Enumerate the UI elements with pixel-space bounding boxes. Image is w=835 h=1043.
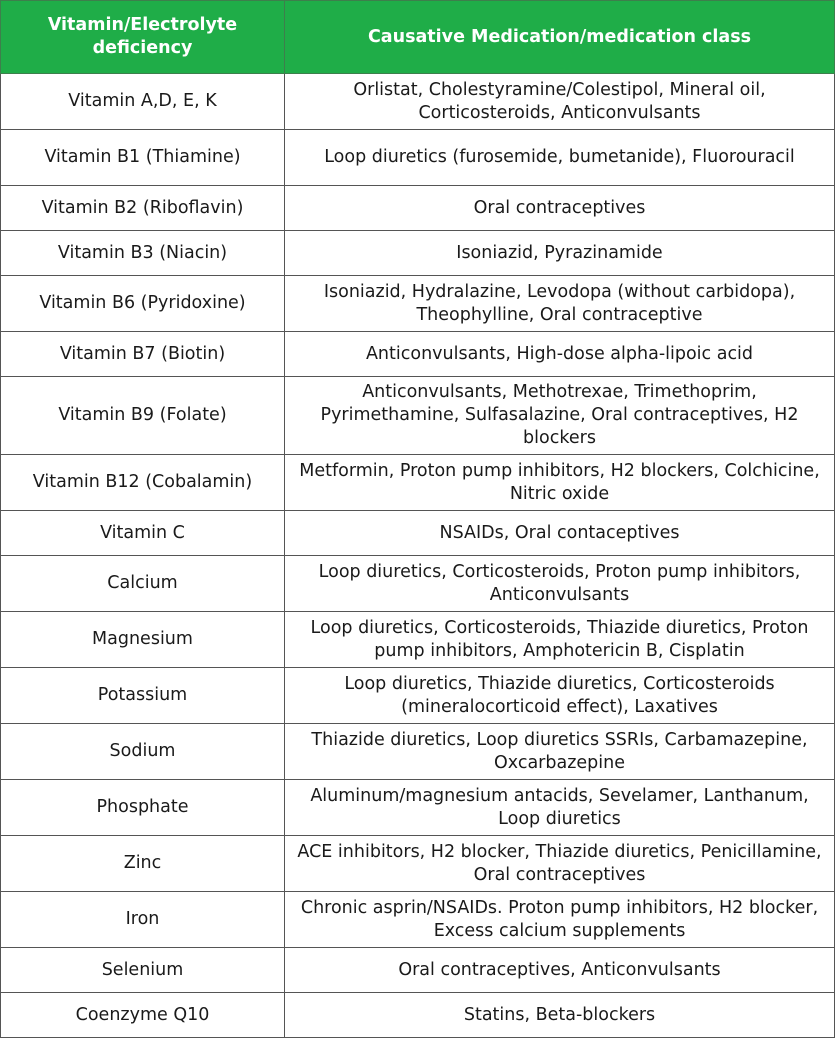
medication-cell: Metformin, Proton pump inhibitors, H2 blockers, Colchicine, Nitric oxide [285, 455, 835, 511]
medication-cell: Aluminum/magnesium antacids, Sevelamer, Lanthanum, Loop diuretics [285, 780, 835, 836]
medication-cell: Anticonvulsants, Methotrexae, Trimethoprim, Pyrimethamine, Sulfasalazine, Oral contraceptives, H2 blockers [285, 377, 835, 455]
table-row [1, 74, 835, 130]
table-row [1, 455, 835, 511]
medication-cell: Loop diuretics, Corticosteroids, Thiazide diuretics, Proton pump inhibitors, Amphotericin B, Cisplatin [285, 612, 835, 668]
deficiency-cell: Calcium [1, 556, 285, 612]
deficiency-cell: Iron [1, 892, 285, 948]
table-row [1, 276, 835, 332]
deficiency-cell: Vitamin B1 (Thiamine) [1, 130, 285, 186]
deficiency-cell: Vitamin B7 (Biotin) [1, 332, 285, 377]
deficiency-cell: Selenium [1, 948, 285, 993]
medication-cell: Thiazide diuretics, Loop diuretics SSRIs, Carbamazepine, Oxcarbazepine [285, 724, 835, 780]
deficiency-cell: Vitamin B12 (Cobalamin) [1, 455, 285, 511]
medication-cell: Oral contraceptives, Anticonvulsants [285, 948, 835, 993]
table-row [1, 332, 835, 377]
header-row [1, 1, 835, 74]
medication-cell: Statins, Beta-blockers [285, 993, 835, 1038]
deficiency-cell: Magnesium [1, 612, 285, 668]
table-row [1, 780, 835, 836]
table-row [1, 993, 835, 1038]
header-medication: Causative Medication/medication class [285, 1, 835, 74]
deficiency-cell: Coenzyme Q10 [1, 993, 285, 1038]
table-body [1, 74, 835, 1038]
deficiency-cell: Phosphate [1, 780, 285, 836]
table-row [1, 377, 835, 455]
table-row [1, 556, 835, 612]
deficiency-cell: Vitamin B3 (Niacin) [1, 231, 285, 276]
table-row [1, 231, 835, 276]
medication-cell: NSAIDs, Oral contaceptives [285, 511, 835, 556]
table-row [1, 724, 835, 780]
medication-cell: Anticonvulsants, High-dose alpha-lipoic acid [285, 332, 835, 377]
medication-cell: Isoniazid, Hydralazine, Levodopa (without carbidopa), Theophylline, Oral contraceptive [285, 276, 835, 332]
deficiency-cell: Zinc [1, 836, 285, 892]
deficiency-cell: Vitamin B2 (Riboflavin) [1, 186, 285, 231]
medication-cell: Chronic asprin/NSAIDs. Proton pump inhibitors, H2 blocker, Excess calcium supplements [285, 892, 835, 948]
medication-cell: Loop diuretics (furosemide, bumetanide), Fluorouracil [285, 130, 835, 186]
table-row [1, 130, 835, 186]
table-header [1, 1, 835, 74]
medication-cell: Loop diuretics, Thiazide diuretics, Corticosteroids (mineralocorticoid effect), Laxatives [285, 668, 835, 724]
medication-cell: Isoniazid, Pyrazinamide [285, 231, 835, 276]
table-row [1, 186, 835, 231]
table-row [1, 511, 835, 556]
table-row [1, 892, 835, 948]
deficiency-cell: Sodium [1, 724, 285, 780]
deficiency-cell: Vitamin A,D, E, K [1, 74, 285, 130]
header-deficiency: Vitamin/Electrolyte deficiency [1, 1, 285, 74]
medication-cell: Oral contraceptives [285, 186, 835, 231]
deficiency-cell: Potassium [1, 668, 285, 724]
deficiency-cell: Vitamin B6 (Pyridoxine) [1, 276, 285, 332]
medication-cell: ACE inhibitors, H2 blocker, Thiazide diuretics, Penicillamine, Oral contraceptives [285, 836, 835, 892]
medication-cell: Loop diuretics, Corticosteroids, Proton pump inhibitors, Anticonvulsants [285, 556, 835, 612]
table-row [1, 836, 835, 892]
table-row [1, 612, 835, 668]
table-row [1, 948, 835, 993]
medication-cell: Orlistat, Cholestyramine/Colestipol, Mineral oil, Corticosteroids, Anticonvulsants [285, 74, 835, 130]
deficiency-cell: Vitamin C [1, 511, 285, 556]
deficiency-cell: Vitamin B9 (Folate) [1, 377, 285, 455]
table-row [1, 668, 835, 724]
